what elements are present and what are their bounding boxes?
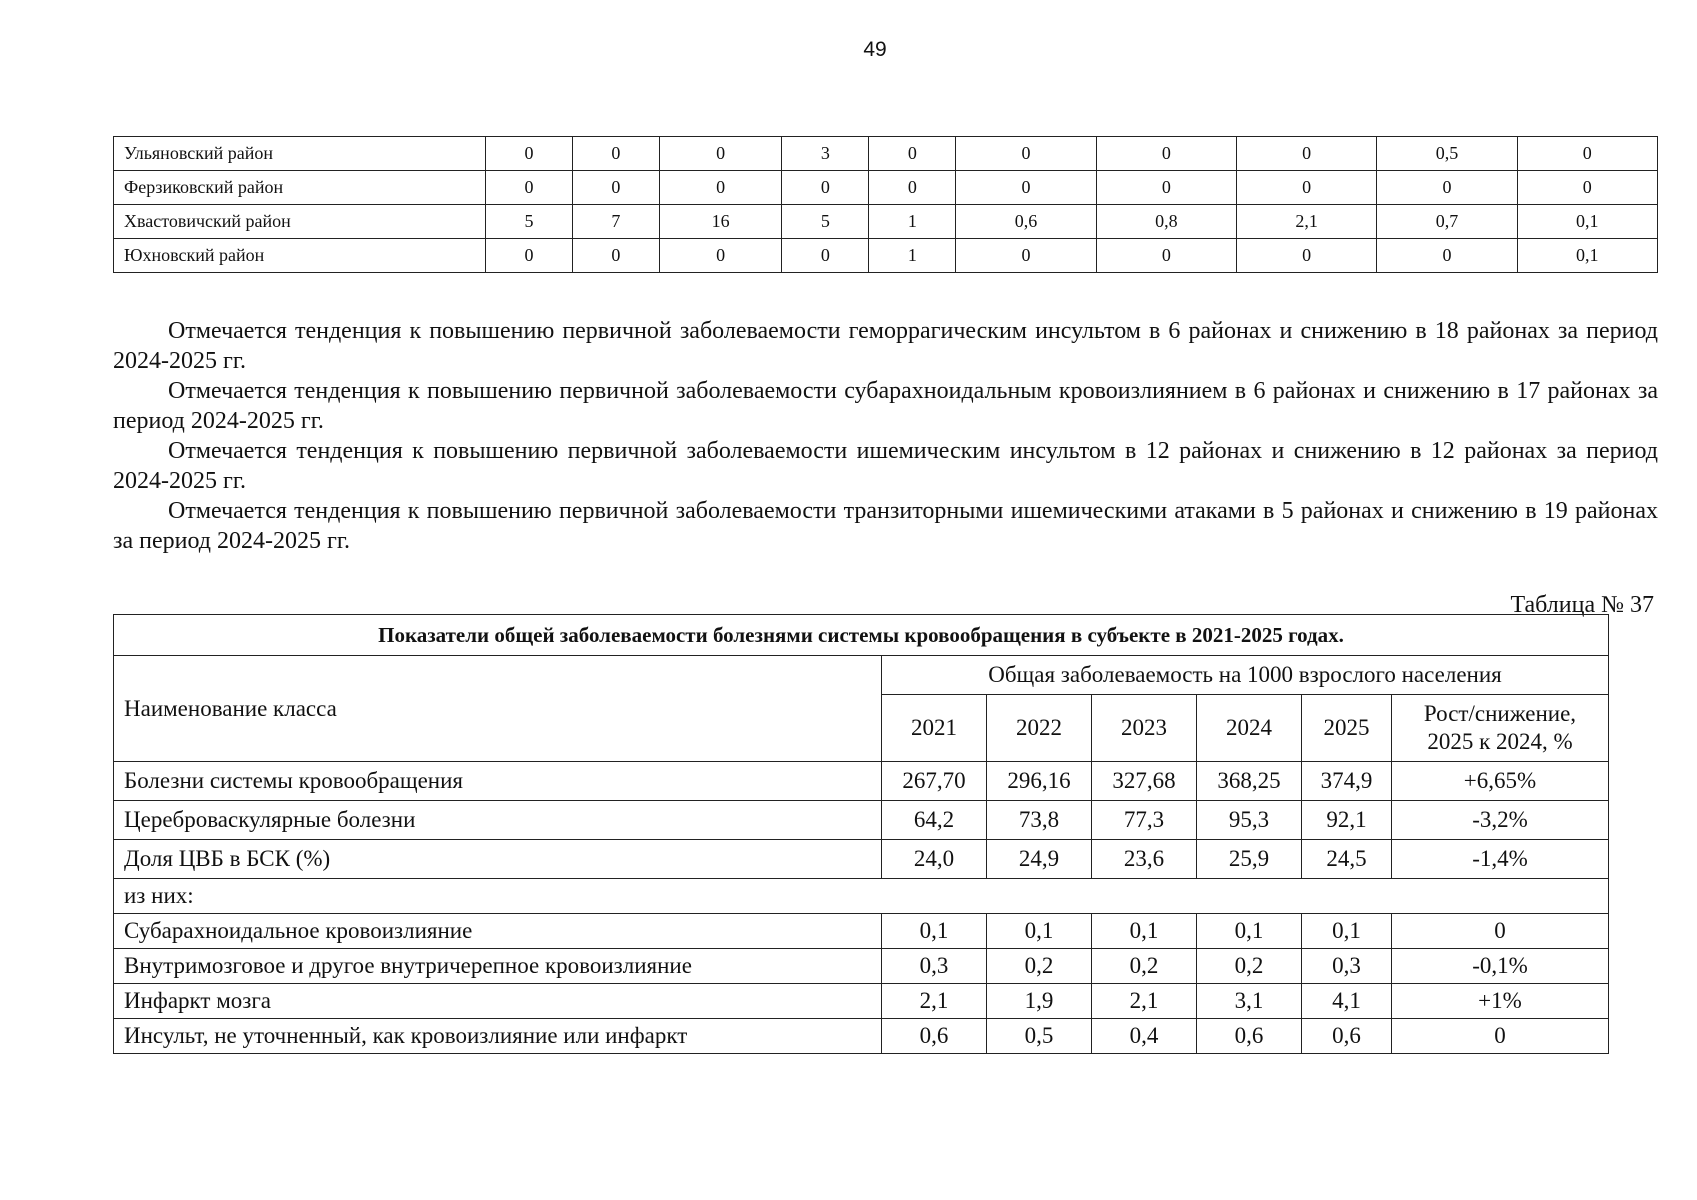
table-cell: 2,1 [881,984,986,1019]
table-cell: 0,1 [1517,239,1657,273]
district-name: Юхновский район [114,239,486,273]
table-row [114,801,1609,840]
table-cell: 73,8 [986,801,1091,840]
subheader-row [114,879,1609,914]
table-cell: 0,6 [956,205,1096,239]
table-cell: 0 [782,171,869,205]
table-row [114,205,1658,239]
table-cell: 3 [782,137,869,171]
year-header: 2025 [1301,695,1391,762]
table-cell: 0 [1517,171,1657,205]
row-label: Инфаркт мозга [114,984,882,1019]
table-cell: 95,3 [1196,801,1301,840]
table-cell: 7 [572,205,659,239]
row-label: Субарахноидальное кровоизлияние [114,914,882,949]
row-label: Инсульт, не уточненный, как кровоизлияние или инфаркт [114,1019,882,1054]
table-cell: 0,1 [1301,914,1391,949]
table-cell: 5 [486,205,573,239]
year-header: 2023 [1091,695,1196,762]
page-number: 49 [863,38,887,61]
district-name: Хвастовичский район [114,205,486,239]
year-header: 2024 [1196,695,1301,762]
table-cell: 0,3 [881,949,986,984]
table-cell: 368,25 [1196,762,1301,801]
body-text [113,316,1658,556]
table-row [114,949,1609,984]
table-cell: 0 [1236,171,1376,205]
table-row [114,914,1609,949]
table-title-row [114,615,1609,656]
growth-cell: -1,4% [1392,840,1609,879]
table-cell: 92,1 [1301,801,1391,840]
table-cell: 0 [1377,171,1517,205]
table-row [114,762,1609,801]
table-cell: 0 [1096,137,1236,171]
table-cell: 0 [1517,137,1657,171]
table-cell: 0 [659,239,782,273]
table-caption: Таблица № 37 [1510,592,1654,618]
table-cell: 2,1 [1236,205,1376,239]
table-cell: 0 [1096,171,1236,205]
table-cell: 2,1 [1091,984,1196,1019]
table-cell: 0 [486,171,573,205]
growth-cell: -0,1% [1392,949,1609,984]
table-cell: 1,9 [986,984,1091,1019]
table-cell: 0,2 [1091,949,1196,984]
table-cell: 0 [659,137,782,171]
year-header: 2021 [881,695,986,762]
table-cell: 23,6 [1091,840,1196,879]
table-row [114,840,1609,879]
paragraph: Отмечается тенденция к повышению первичной заболеваемости транзиторными ишемическими атаками в 5 районах и снижению в 19 районах за период 2024-2025 гг. [113,498,1658,554]
table-cell: 77,3 [1091,801,1196,840]
table-cell: 0 [956,239,1096,273]
table-cell: 1 [869,205,956,239]
table-cell: 16 [659,205,782,239]
table-title: Показатели общей заболеваемости болезнями системы кровообращения в субъекте в 2021-2025 годах. [114,615,1609,656]
table-cell: 0 [572,137,659,171]
paragraph: Отмечается тенденция к повышению первичной заболеваемости ишемическим инсультом в 12 районах и снижению в 12 районах за период 2024-2025 гг. [113,438,1658,494]
table-cell: 0 [1377,239,1517,273]
table-cell: 0 [956,137,1096,171]
table-cell: 0,7 [1377,205,1517,239]
table-cell: 0 [659,171,782,205]
table-cell: 0 [572,239,659,273]
table-cell: 0 [572,171,659,205]
table-row [114,239,1658,273]
row-label: Доля ЦВБ в БСК (%) [114,840,882,879]
table-cell: 24,9 [986,840,1091,879]
district-name: Ульяновский район [114,137,486,171]
table-cell: 0 [1236,239,1376,273]
table-row [114,171,1658,205]
growth-column-header: Рост/снижение, 2025 к 2024, % [1392,695,1609,762]
header-row [114,656,1609,695]
table-cell: 296,16 [986,762,1091,801]
paragraph: Отмечается тенденция к повышению первичной заболеваемости геморрагическим инсультом в 6 районах и снижению в 18 районах за период 2024-2025 гг. [113,318,1658,374]
district-table [113,136,1658,273]
table-cell: 0 [782,239,869,273]
table-cell: 0,5 [1377,137,1517,171]
table-cell: 0,1 [881,914,986,949]
circulatory-disease-table [113,614,1609,1054]
row-label: Внутримозговое и другое внутричерепное кровоизлияние [114,949,882,984]
table-cell: 24,0 [881,840,986,879]
table-cell: 0,1 [1196,914,1301,949]
table-cell: 0,6 [1196,1019,1301,1054]
table-cell: 64,2 [881,801,986,840]
table-cell: 0 [869,137,956,171]
table-cell: 327,68 [1091,762,1196,801]
table-cell: 0,4 [1091,1019,1196,1054]
table-cell: 0,2 [1196,949,1301,984]
table-cell: 0,6 [1301,1019,1391,1054]
growth-cell: +6,65% [1392,762,1609,801]
table-cell: 0,1 [1517,205,1657,239]
table-cell: 0 [1236,137,1376,171]
year-header: 2022 [986,695,1091,762]
group-column-header: Общая заболеваемость на 1000 взрослого населения [881,656,1608,695]
table-cell: 374,9 [1301,762,1391,801]
growth-cell: +1% [1392,984,1609,1019]
table-cell: 24,5 [1301,840,1391,879]
growth-cell: -3,2% [1392,801,1609,840]
table-cell: 0 [869,171,956,205]
table-cell: 0 [486,239,573,273]
table-row [114,984,1609,1019]
row-label: Цереброваскулярные болезни [114,801,882,840]
table-cell: 0,1 [1091,914,1196,949]
table-cell: 3,1 [1196,984,1301,1019]
row-label: Болезни системы кровообращения [114,762,882,801]
district-name: Ферзиковский район [114,171,486,205]
table-row [114,1019,1609,1054]
growth-cell: 0 [1392,914,1609,949]
table-row [114,137,1658,171]
name-column-header: Наименование класса [114,656,882,762]
table-cell: 4,1 [1301,984,1391,1019]
table-cell: 0,1 [986,914,1091,949]
table-cell: 0,5 [986,1019,1091,1054]
table-cell: 0 [956,171,1096,205]
table-cell: 25,9 [1196,840,1301,879]
table-cell: 0,2 [986,949,1091,984]
table-cell: 0 [486,137,573,171]
table-cell: 0,3 [1301,949,1391,984]
paragraph: Отмечается тенденция к повышению первичной заболеваемости субарахноидальным кровоизлиянием в 6 районах и снижению в 17 районах за период 2024-2025 гг. [113,378,1658,434]
subheader: из них: [114,879,1609,914]
table-cell: 0,8 [1096,205,1236,239]
growth-cell: 0 [1392,1019,1609,1054]
table-cell: 0,6 [881,1019,986,1054]
table-cell: 5 [782,205,869,239]
table-cell: 1 [869,239,956,273]
table-cell: 267,70 [881,762,986,801]
table-cell: 0 [1096,239,1236,273]
